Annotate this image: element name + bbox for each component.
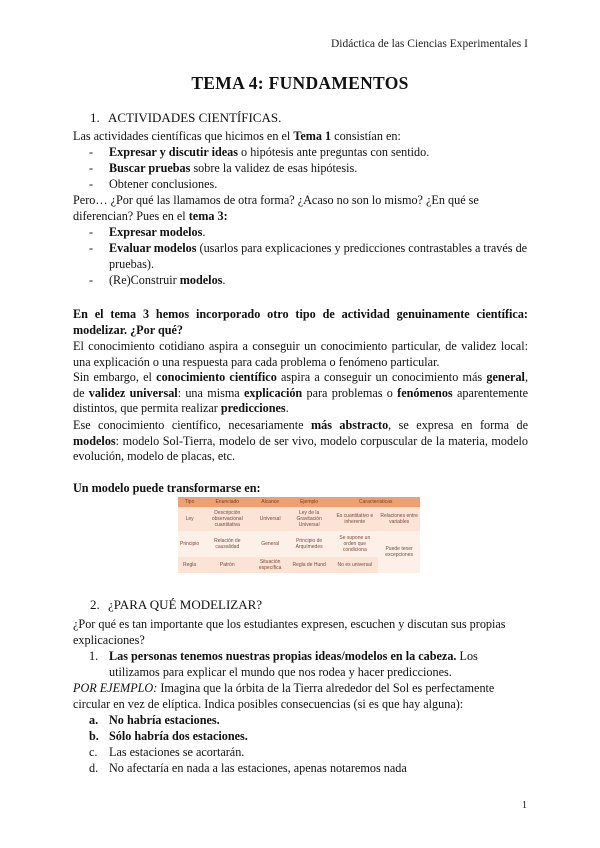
intro-bold: Tema 1 — [293, 129, 332, 143]
section-2-heading — [90, 597, 262, 613]
bold-run: modelos — [73, 433, 116, 448]
ordered-item-text: Los utilizamos para explicar el mundo que nos rodea y hacer predicciones. — [109, 649, 478, 679]
table-header: Alcance — [253, 497, 287, 507]
option-item — [89, 729, 529, 745]
section-2-title: ¿PARA QUÉ MODELIZAR? — [108, 597, 263, 612]
option-text: No afectaría en nada a las estaciones, apenas notaremos nada — [109, 761, 407, 775]
example-text: Imagina que la órbita de la Tierra alrededor del Sol es perfectamente circular en vez de elíptica. Indica posibles consecuencias (si es que hay alguna): — [73, 681, 495, 711]
table-cell: Puede tener excepciones — [378, 531, 420, 573]
list2-item-bold: Evaluar modelos — [109, 241, 197, 255]
option-letter: a. — [89, 713, 99, 727]
text-run: . — [285, 401, 289, 416]
running-header: Didáctica de las Ciencias Experimentales I — [330, 38, 528, 50]
list2-item-pre: (Re)Construir — [109, 273, 180, 287]
text-run: : una misma — [177, 385, 244, 400]
model-types-table — [178, 497, 420, 573]
bullet-dash: - — [89, 241, 94, 255]
bullet-dash: - — [89, 161, 94, 175]
table-header-row — [178, 497, 420, 507]
list1-item-text: Obtener conclusiones. — [109, 177, 218, 191]
section-1-title: ACTIVIDADES CIENTÍFICAS. — [108, 110, 282, 125]
section-1-number: 1. — [90, 110, 100, 125]
table-header: Ejemplo — [287, 497, 331, 507]
table-row — [178, 531, 420, 557]
modelizar-statement: En el tema 3 hemos incorporado otro tipo de actividad genuinamente científica: modelizar. ¿Por qué? — [73, 307, 528, 337]
intro-paragraph — [73, 129, 528, 145]
table-header: Características — [331, 497, 420, 507]
text-run: : modelo Sol-Tierra, modelo de ser vivo, modelo corpuscular de la materia, modelo evolución, modelo de placas, etc. — [73, 433, 528, 464]
transform-label: Un modelo puede transformarse en: — [73, 481, 261, 495]
table-cell: General — [253, 531, 287, 557]
bold-run: general — [486, 370, 525, 384]
list1-item-text: o hipótesis ante preguntas con sentido. — [238, 145, 430, 159]
ordered-item-number: 1. — [89, 649, 99, 663]
bold-run: explicación — [243, 385, 303, 400]
option-text: No habría estaciones. — [109, 713, 220, 727]
list1-item — [89, 145, 529, 161]
text-run: Ese conocimiento científico, necesariamente — [73, 418, 311, 432]
table-cell: Se supone un orden que condiciona — [331, 531, 378, 557]
bold-run: predicciones — [220, 401, 286, 416]
bullet-dash: - — [89, 177, 94, 191]
option-letter: b. — [89, 729, 99, 743]
list2-item-text: . — [202, 225, 206, 239]
table-cell: Es cuantitativo e inherente — [331, 507, 378, 531]
table-cell: Patrón — [201, 557, 253, 573]
example-paragraph — [73, 681, 528, 712]
list2-item-text: . — [222, 273, 226, 287]
list2-item — [89, 273, 529, 289]
text-run: , de — [73, 370, 528, 400]
bold-run: fenómenos — [397, 385, 453, 400]
text-run: para problemas o — [302, 385, 398, 400]
table-cell: Principio de Arquímedes — [287, 531, 331, 557]
table-cell: Ley de la Gravitación Universal — [287, 507, 331, 531]
bold-run: conocimiento científico — [156, 370, 277, 384]
table-cell: Regla de Hund — [287, 557, 331, 573]
option-letter: d. — [89, 761, 99, 775]
table-header: Enunciado — [201, 497, 253, 507]
text-run: Sin embargo, el — [73, 370, 157, 384]
table-cell: Situación específica — [253, 557, 287, 573]
list2-item — [89, 225, 529, 241]
table-cell: Relaciones entre variables — [378, 507, 420, 531]
bullet-dash: - — [89, 273, 94, 287]
table-header: Tipo — [178, 497, 201, 507]
table-cell: Ley — [178, 507, 201, 531]
paragraph-why-important: ¿Por qué es tan importante que los estudiantes expresen, escuchen y discutan sus propias explicaciones? — [73, 617, 506, 647]
text-run: aparentemente distintos, que permita realizar — [73, 385, 528, 416]
list1-item — [89, 177, 529, 193]
table-cell: Regla — [178, 557, 201, 573]
example-label: POR EJEMPLO: — [73, 681, 158, 695]
list1-item — [89, 161, 529, 177]
section-2-number: 2. — [90, 597, 100, 612]
list1-item-bold: Buscar pruebas — [109, 161, 191, 175]
ordered-item-bold: Las personas tenemos nuestras propias ideas/modelos en la cabeza. — [109, 649, 457, 663]
text-run: aspira a conseguir un conocimiento más — [276, 370, 487, 384]
table-row — [178, 507, 420, 531]
intro-text: Las actividades científicas que hicimos en el — [73, 129, 294, 143]
question-paragraph — [73, 193, 528, 224]
list2-item — [89, 241, 529, 272]
list1-item-text: sobre la validez de esas hipótesis. — [190, 161, 358, 175]
option-letter: c. — [89, 745, 98, 759]
option-item — [89, 713, 529, 729]
option-item — [89, 745, 529, 761]
paragraph-models — [73, 418, 528, 465]
table-cell: No es universal — [331, 557, 378, 573]
list1-item-bold: Expresar y discutir ideas — [109, 145, 238, 159]
option-text: Sólo habría dos estaciones. — [109, 729, 248, 743]
page-number: 1 — [522, 800, 527, 811]
option-text: Las estaciones se acortarán. — [109, 745, 245, 759]
intro-text-end: consistían en: — [331, 129, 401, 143]
question-bold: tema 3: — [188, 208, 228, 223]
table-cell: Relación de causalidad — [201, 531, 253, 557]
bullet-dash: - — [89, 145, 94, 159]
text-run: , se expresa en forma de — [388, 418, 529, 432]
bold-run: validez universal — [88, 385, 178, 400]
option-item — [89, 761, 529, 777]
bold-run: más abstracto — [310, 418, 389, 432]
list2-item-bold: modelos — [179, 273, 223, 287]
page-title: TEMA 4: FUNDAMENTOS — [191, 73, 409, 93]
section-1-heading — [90, 110, 281, 126]
table-cell: Principio — [178, 531, 201, 557]
bullet-dash: - — [89, 225, 94, 239]
question-text: Pero… ¿Por qué las llamamos de otra forma? ¿Acaso no son lo mismo? ¿En qué se diferencian? Pues en el — [73, 193, 479, 223]
ordered-item — [89, 649, 529, 680]
table-cell: Descripción observacional cuantitativa — [201, 507, 253, 531]
paragraph-everyday-knowledge: El conocimiento cotidiano aspira a conseguir un conocimiento particular, de validez local: una explicación o una respuesta para cada problema o fenómeno particular. — [73, 339, 528, 369]
table-cell: Universal — [253, 507, 287, 531]
list2-item-text: (usarlos para explicaciones y predicciones contrastables a través de pruebas). — [109, 241, 528, 271]
list2-item-bold: Expresar modelos — [109, 225, 203, 239]
paragraph-scientific-knowledge — [73, 370, 528, 417]
